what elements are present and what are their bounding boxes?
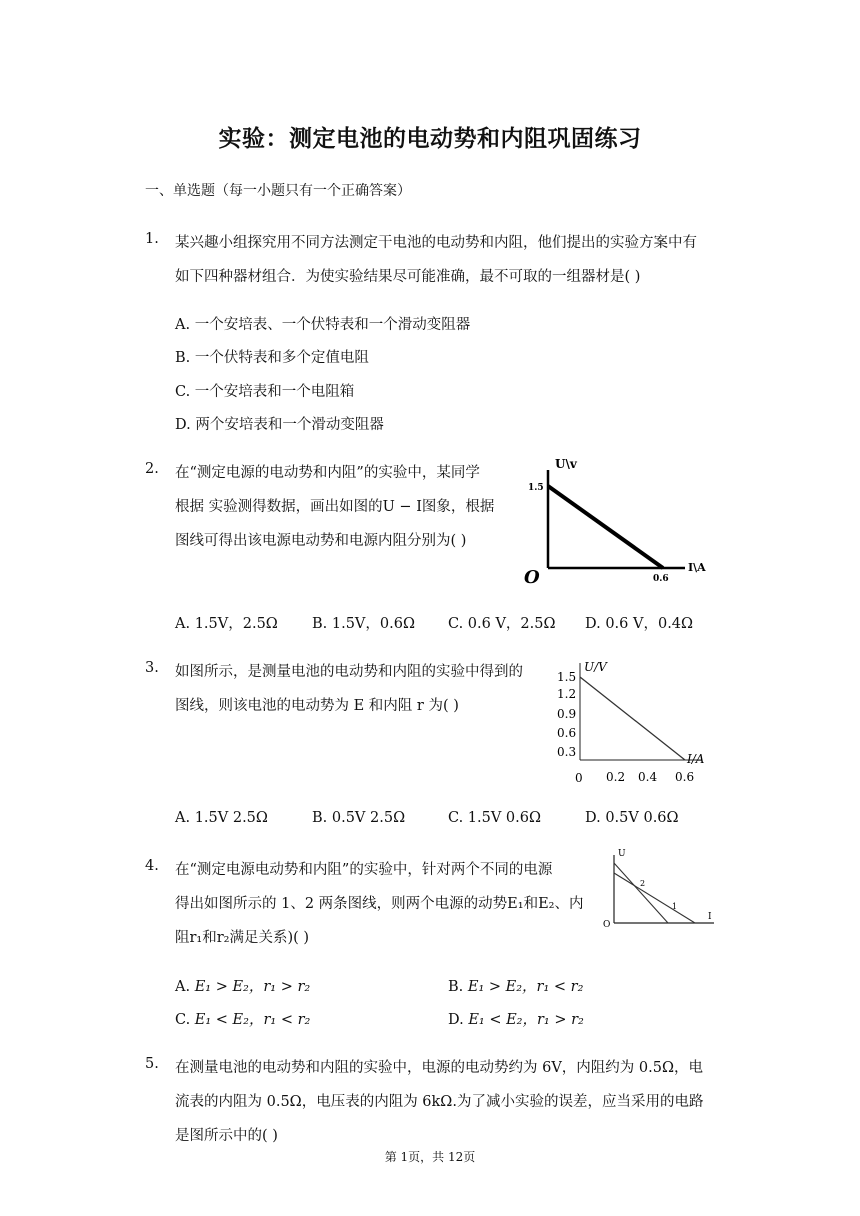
question-2-option-b[interactable] bbox=[312, 612, 415, 633]
document-title: 实验：测定电池的电动势和内阻巩固练习 bbox=[218, 126, 642, 152]
question-2-option-a[interactable] bbox=[175, 612, 278, 633]
option-text: 0.6 V，0.4Ω bbox=[605, 616, 694, 632]
option-text: 两个安培表和一个滑动变阻器 bbox=[195, 417, 384, 433]
option-text: 1.5V，0.6Ω bbox=[331, 616, 415, 632]
question-4-line-1: 在“测定电源电动势和内阻”的实验中，针对两个不同的电源 bbox=[175, 862, 553, 878]
option-label: A. bbox=[175, 810, 191, 826]
question-4-number: 4. bbox=[145, 858, 159, 874]
option-label: D. bbox=[585, 810, 601, 826]
section-heading: 一、单选题（每一小题只有一个正确答案） bbox=[145, 183, 411, 199]
question-1-line-1: 某兴趣小组探究用不同方法测定干电池的电动势和内阻，他们提出的实验方案中有 bbox=[175, 235, 697, 251]
question-2-option-d[interactable] bbox=[585, 612, 693, 633]
question-3-option-c[interactable] bbox=[448, 810, 541, 826]
option-label: B. bbox=[175, 350, 191, 366]
option-text: E₁ < E₂，r₁ < r₂ bbox=[194, 1012, 311, 1028]
option-text: E₁ > E₂，r₁ < r₂ bbox=[467, 979, 584, 995]
y-tick-label: 1.5 bbox=[557, 670, 577, 684]
question-2-line-3: 图线可得出该电源电动势和电源内阻分别为( ) bbox=[175, 533, 467, 549]
option-label: D. bbox=[585, 616, 601, 632]
question-1-line-2: 如下四种器材组合．为使实验结果尽可能准确，最不可取的一组器材是( ) bbox=[175, 269, 641, 285]
question-3-option-a[interactable] bbox=[175, 810, 268, 826]
question-5-line-2: 流表的内阻为 0.5Ω，电压表的内阻为 6kΩ.为了减小实验的误差，应当采用的电路 bbox=[175, 1094, 704, 1110]
option-text: 1.5V 0.6Ω bbox=[467, 810, 542, 826]
option-text: E₁ > E₂，r₁ > r₂ bbox=[194, 979, 311, 995]
question-1-option-d[interactable] bbox=[175, 413, 384, 434]
question-1-option-c[interactable] bbox=[175, 380, 354, 401]
y-tick-label: 1.2 bbox=[557, 687, 577, 701]
option-text: 0.6 V，2.5Ω bbox=[467, 616, 556, 632]
option-label: D. bbox=[448, 1012, 464, 1028]
question-4-ui-graph bbox=[600, 843, 720, 933]
option-label: C. bbox=[175, 384, 191, 400]
option-text: 0.5V 2.5Ω bbox=[331, 810, 406, 826]
question-4-option-c[interactable] bbox=[175, 1008, 310, 1029]
ui-line bbox=[548, 486, 663, 568]
question-2-line-2: 根据 实验测得数据，画出如图的U − I图象，根据 bbox=[175, 499, 495, 515]
option-text: 0.5V 0.6Ω bbox=[605, 810, 679, 826]
option-text: 一个安培表和一个电阻箱 bbox=[194, 384, 355, 400]
option-text: 一个伏特表和多个定值电阻 bbox=[194, 350, 369, 366]
option-label: C. bbox=[448, 616, 464, 632]
line-2 bbox=[614, 863, 668, 923]
option-text: 一个安培表、一个伏特表和一个滑动变阻器 bbox=[194, 317, 471, 333]
option-text: 1.5V，2.5Ω bbox=[194, 616, 278, 632]
option-label: C. bbox=[448, 810, 464, 826]
option-label: B. bbox=[448, 979, 464, 995]
question-3-number: 3. bbox=[145, 660, 159, 676]
question-3-line-1: 如图所示，是测量电池的电动势和内阻的实验中得到的 bbox=[175, 664, 523, 680]
question-5-line-3: 是图所示中的( ) bbox=[175, 1128, 278, 1144]
ui-line bbox=[580, 677, 685, 760]
question-1-number: 1. bbox=[145, 231, 159, 247]
question-4-option-a[interactable] bbox=[175, 975, 310, 996]
question-2-number: 2. bbox=[145, 461, 159, 477]
option-label: A. bbox=[175, 317, 191, 333]
y-axis-label: U bbox=[618, 849, 626, 859]
line-2-label: 2 bbox=[640, 879, 646, 888]
option-label: A. bbox=[175, 979, 191, 995]
option-label: B. bbox=[312, 810, 328, 826]
x-tick-label: 0.6 bbox=[653, 574, 669, 584]
x-axis-label: I/A bbox=[687, 752, 705, 766]
page-footer: 第 1页，共 12页 bbox=[384, 1150, 476, 1164]
line-1 bbox=[614, 873, 695, 923]
option-text: E₁ < E₂，r₁ > r₂ bbox=[468, 1012, 584, 1028]
x-axis-label: I\A bbox=[688, 561, 706, 574]
question-2-line-1: 在“测定电源的电动势和内阻”的实验中，某同学 bbox=[175, 465, 480, 481]
question-2-ui-graph bbox=[515, 450, 715, 590]
question-4-line-3: 阻r₁和r₂满足关系)( ) bbox=[175, 930, 310, 946]
question-3-option-b[interactable] bbox=[312, 810, 405, 826]
option-label: A. bbox=[175, 616, 191, 632]
question-3-line-2: 图线，则该电池的电动势为 E 和内阻 r 为( ) bbox=[175, 698, 459, 714]
question-5-number: 5. bbox=[145, 1056, 159, 1072]
question-5-line-1: 在测量电池的电动势和内阻的实验中，电源的电动势约为 6V，内阻约为 0.5Ω，电 bbox=[175, 1060, 703, 1076]
question-4-option-d[interactable] bbox=[448, 1008, 584, 1029]
option-label: B. bbox=[312, 616, 328, 632]
y-tick-label: 1.5 bbox=[528, 483, 544, 493]
x-tick-label: 0.6 bbox=[675, 770, 695, 784]
x-axis-label: I bbox=[708, 912, 712, 922]
question-1-option-b[interactable] bbox=[175, 346, 369, 367]
question-3-ui-graph bbox=[550, 660, 720, 790]
origin-label: O bbox=[524, 567, 540, 588]
origin-label: O bbox=[603, 920, 611, 930]
x-tick-label: 0 bbox=[575, 771, 583, 785]
x-tick-label: 0.2 bbox=[606, 770, 626, 784]
option-text: 1.5V 2.5Ω bbox=[194, 810, 268, 826]
option-label: D. bbox=[175, 417, 191, 433]
question-3-option-d[interactable] bbox=[585, 810, 679, 826]
y-tick-label: 0.6 bbox=[557, 726, 577, 740]
option-label: C. bbox=[175, 1012, 191, 1028]
x-tick-label: 0.4 bbox=[638, 770, 658, 784]
question-1-option-a[interactable] bbox=[175, 313, 470, 334]
question-4-line-2: 得出如图所示的 1、2 两条图线，则两个电源的动势E₁和E₂、内 bbox=[175, 896, 584, 912]
y-tick-label: 0.3 bbox=[557, 745, 577, 759]
y-axis-label: U\v bbox=[555, 457, 577, 471]
y-tick-label: 0.9 bbox=[557, 707, 577, 721]
question-4-option-b[interactable] bbox=[448, 975, 583, 996]
y-axis-label: U/V bbox=[584, 660, 607, 674]
question-2-option-c[interactable] bbox=[448, 612, 556, 633]
line-1-label: 1 bbox=[672, 902, 678, 911]
